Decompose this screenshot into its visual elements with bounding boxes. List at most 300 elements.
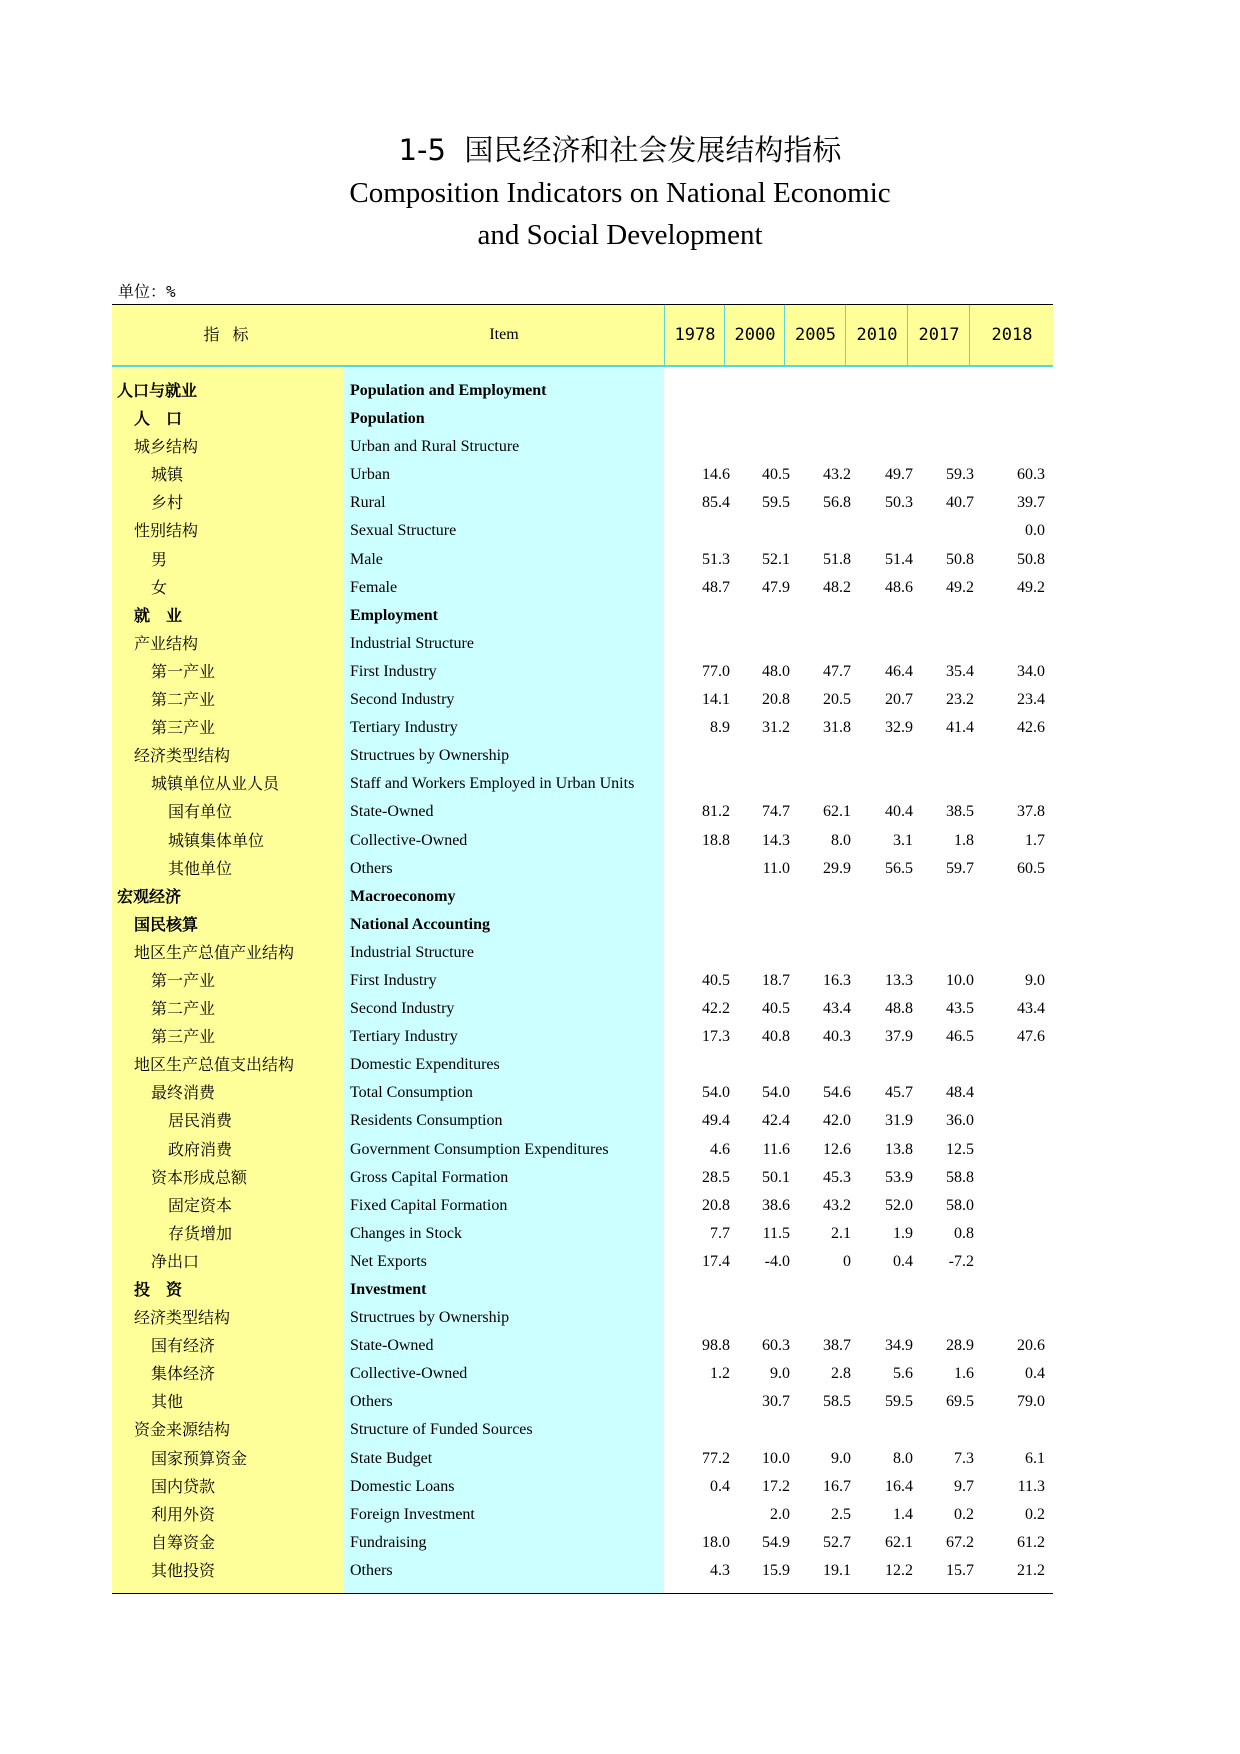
value-cell-2017	[914, 1051, 974, 1079]
value-cell-2005: 16.3	[823, 971, 851, 989]
header-year: 2005	[784, 305, 846, 365]
item-en: Industrial Structure	[350, 943, 474, 961]
table-row	[112, 546, 1053, 574]
item-en: Structrues by Ownership	[350, 1309, 510, 1327]
value-cell-2005: 52.7	[823, 1533, 851, 1551]
value-cell-2010	[853, 1051, 913, 1079]
value-cell-2017: 43.5	[946, 1000, 974, 1018]
value-cell-2018: 79.0	[1017, 1393, 1045, 1411]
item-en: Population and Employment	[350, 382, 547, 399]
value-cell-2005	[791, 1051, 851, 1079]
value-cell-2010	[853, 939, 913, 967]
title-english-line-1: Composition Indicators on National Economic	[349, 177, 891, 209]
value-cell-1978	[670, 602, 730, 630]
value-cell-2005: 20.5	[823, 691, 851, 709]
item-en: Total Consumption	[350, 1084, 473, 1102]
table-row	[112, 461, 1053, 489]
item-en: Government Consumption Expenditures	[350, 1140, 609, 1158]
value-cell-2000	[730, 1304, 790, 1332]
indicator-zh: 经济类型结构	[134, 746, 231, 766]
item-en: Collective-Owned	[350, 1365, 468, 1383]
value-cell-2005: 38.7	[823, 1337, 851, 1355]
value-cell-2005: 43.4	[823, 1000, 851, 1018]
value-cell-2010: 34.9	[885, 1337, 913, 1355]
value-cell-2010: 49.7	[885, 466, 913, 484]
indicator-zh: 人 口	[134, 409, 183, 429]
value-cell-1978: 28.5	[702, 1168, 730, 1186]
value-cell-2010	[853, 517, 913, 545]
item-en: Structure of Funded Sources	[350, 1421, 533, 1439]
value-cell-2000: 48.0	[762, 662, 790, 680]
table-row	[112, 433, 1053, 461]
value-cell-1978: 48.7	[702, 578, 730, 596]
indicator-zh: 产业结构	[134, 633, 199, 653]
page-title	[0, 128, 1240, 169]
value-cell-2005: 54.6	[823, 1084, 851, 1102]
item-en: Domestic Expenditures	[350, 1056, 500, 1074]
value-cell-2000	[730, 911, 790, 939]
indicator-zh: 第二产业	[151, 999, 216, 1019]
value-cell-2000: 50.1	[762, 1168, 790, 1186]
value-cell-2005	[791, 770, 851, 798]
table-row	[112, 686, 1053, 714]
value-cell-2017	[914, 1304, 974, 1332]
value-cell-2005: 62.1	[823, 803, 851, 821]
value-cell-1978: 98.8	[702, 1337, 730, 1355]
value-cell-2018	[985, 1276, 1045, 1304]
value-cell-2005: 47.7	[823, 662, 851, 680]
indicator-zh: 地区生产总值产业结构	[134, 942, 295, 962]
value-cell-2018: 60.3	[1017, 466, 1045, 484]
indicator-zh: 利用外资	[151, 1504, 216, 1524]
value-cell-2018: 39.7	[1017, 494, 1045, 512]
value-cell-2010: 53.9	[885, 1168, 913, 1186]
indicator-zh: 政府消费	[168, 1139, 233, 1159]
value-cell-2005	[791, 939, 851, 967]
value-cell-1978: 4.3	[710, 1561, 730, 1579]
value-cell-2010: 31.9	[885, 1112, 913, 1130]
value-cell-2010: 37.9	[885, 1028, 913, 1046]
table-row	[112, 1557, 1053, 1585]
indicator-zh: 性别结构	[134, 521, 199, 541]
item-en: Foreign Investment	[350, 1505, 475, 1523]
value-cell-2010: 40.4	[885, 803, 913, 821]
table-row	[112, 1332, 1053, 1360]
title-english-line-2: and Social Development	[477, 219, 763, 251]
value-cell-2018: 0.2	[1025, 1505, 1045, 1523]
value-cell-2010: 50.3	[885, 494, 913, 512]
value-cell-2018: 23.4	[1017, 691, 1045, 709]
value-cell-1978: 18.0	[702, 1533, 730, 1551]
value-cell-2018	[985, 1192, 1045, 1220]
value-cell-2018	[985, 1248, 1045, 1276]
indicator-zh: 集体经济	[151, 1364, 216, 1384]
value-cell-2005	[791, 911, 851, 939]
item-en: Tertiary Industry	[350, 719, 458, 737]
value-cell-1978: 20.8	[702, 1196, 730, 1214]
item-en: State Budget	[350, 1449, 433, 1467]
item-en: Rural	[350, 494, 386, 512]
value-cell-2010: 8.0	[893, 1449, 913, 1467]
item-en: Sexual Structure	[350, 522, 457, 540]
value-cell-2017	[914, 1276, 974, 1304]
table-row	[112, 658, 1053, 686]
value-cell-2005: 19.1	[823, 1561, 851, 1579]
indicator-zh: 城镇集体单位	[168, 830, 265, 850]
value-cell-2000	[730, 1276, 790, 1304]
table-row	[112, 377, 1053, 405]
indicator-zh: 第一产业	[151, 661, 216, 681]
value-cell-2005	[791, 1304, 851, 1332]
value-cell-2017: 23.2	[946, 691, 974, 709]
value-cell-2000: 9.0	[770, 1365, 790, 1383]
indicator-zh: 第一产业	[151, 970, 216, 990]
item-en: Urban and Rural Structure	[350, 438, 520, 456]
value-cell-2005: 12.6	[823, 1140, 851, 1158]
value-cell-1978	[670, 1304, 730, 1332]
value-cell-2000: 54.9	[762, 1533, 790, 1551]
value-cell-2010	[853, 630, 913, 658]
value-cell-2018	[985, 911, 1045, 939]
value-cell-2018	[985, 939, 1045, 967]
table-row	[112, 1473, 1053, 1501]
value-cell-2005: 2.5	[831, 1505, 851, 1523]
value-cell-1978: 18.8	[702, 831, 730, 849]
value-cell-2018: 1.7	[1025, 831, 1045, 849]
table-header	[112, 304, 1053, 367]
indicator-zh: 第三产业	[151, 718, 216, 738]
indicator-zh: 国内贷款	[151, 1476, 216, 1496]
indicator-zh: 宏观经济	[117, 886, 182, 906]
value-cell-2010: 13.8	[885, 1140, 913, 1158]
value-cell-2017: 69.5	[946, 1393, 974, 1411]
value-cell-1978	[670, 742, 730, 770]
header-year: 2018	[969, 305, 1054, 365]
value-cell-2018	[985, 1107, 1045, 1135]
value-cell-2000	[730, 517, 790, 545]
value-cell-1978	[670, 770, 730, 798]
item-en: Staff and Workers Employed in Urban Units	[350, 775, 635, 793]
table-row	[112, 1023, 1053, 1051]
indicator-zh: 最终消费	[151, 1083, 216, 1103]
item-en: National Accounting	[350, 915, 491, 933]
value-cell-2010	[853, 1276, 913, 1304]
value-cell-2000: 47.9	[762, 578, 790, 596]
indicator-zh: 资金来源结构	[134, 1420, 231, 1440]
value-cell-2017: 59.3	[946, 466, 974, 484]
table-row	[112, 855, 1053, 883]
value-cell-1978: 49.4	[702, 1112, 730, 1130]
header-year: 2017	[907, 305, 970, 365]
item-en: Urban	[350, 466, 390, 484]
value-cell-1978	[670, 883, 730, 911]
table-row	[112, 1107, 1053, 1135]
table-row	[112, 1416, 1053, 1444]
value-cell-2018	[985, 1220, 1045, 1248]
item-en: Others	[350, 1561, 393, 1579]
value-cell-1978	[670, 630, 730, 658]
value-cell-2018	[985, 742, 1045, 770]
item-en: Fixed Capital Formation	[350, 1196, 508, 1214]
indicator-zh: 女	[151, 577, 168, 597]
value-cell-2018	[985, 1136, 1045, 1164]
value-cell-2005: 45.3	[823, 1168, 851, 1186]
item-en: Others	[350, 1393, 393, 1411]
value-cell-2010: 12.2	[885, 1561, 913, 1579]
table-row	[112, 883, 1053, 911]
value-cell-2010	[853, 883, 913, 911]
value-cell-2000: 60.3	[762, 1337, 790, 1355]
value-cell-2000	[730, 433, 790, 461]
header-year: 2010	[845, 305, 908, 365]
indicator-zh: 地区生产总值支出结构	[134, 1055, 295, 1075]
value-cell-2017: 0.2	[954, 1505, 974, 1523]
table-row	[112, 489, 1053, 517]
value-cell-2017	[914, 517, 974, 545]
value-cell-2000: 38.6	[762, 1196, 790, 1214]
value-cell-1978: 51.3	[702, 550, 730, 568]
value-cell-2000	[730, 883, 790, 911]
value-cell-1978: 8.9	[710, 719, 730, 737]
value-cell-2010: 52.0	[885, 1196, 913, 1214]
indicator-zh: 存货增加	[168, 1223, 233, 1243]
value-cell-2000: 31.2	[762, 719, 790, 737]
table-body	[112, 367, 1053, 1593]
table-row	[112, 798, 1053, 826]
value-cell-2017: 58.8	[946, 1168, 974, 1186]
value-cell-2000: 40.5	[762, 1000, 790, 1018]
value-cell-2017	[914, 770, 974, 798]
table-row	[112, 1136, 1053, 1164]
table-row	[112, 1304, 1053, 1332]
value-cell-2018	[985, 1416, 1045, 1444]
item-en: Residents Consumption	[350, 1112, 503, 1130]
item-en: First Industry	[350, 662, 437, 680]
header-year: 2000	[724, 305, 785, 365]
table-row	[112, 1388, 1053, 1416]
item-en: Employment	[350, 606, 438, 624]
value-cell-2017: 46.5	[946, 1028, 974, 1046]
value-cell-2010: 13.3	[885, 971, 913, 989]
value-cell-2000: 20.8	[762, 691, 790, 709]
value-cell-2010	[853, 742, 913, 770]
value-cell-2005: 8.0	[831, 831, 851, 849]
value-cell-2017: 7.3	[954, 1449, 974, 1467]
table-row	[112, 770, 1053, 798]
value-cell-2005	[791, 433, 851, 461]
value-cell-2010: 51.4	[885, 550, 913, 568]
value-cell-2000	[730, 1051, 790, 1079]
value-cell-2018: 43.4	[1017, 1000, 1045, 1018]
value-cell-2000: 54.0	[762, 1084, 790, 1102]
value-cell-2018	[985, 1304, 1045, 1332]
value-cell-2010: 16.4	[885, 1477, 913, 1495]
value-cell-1978	[670, 855, 730, 883]
value-cell-2000	[730, 377, 790, 405]
value-cell-2010	[853, 1416, 913, 1444]
value-cell-2017: 38.5	[946, 803, 974, 821]
data-table	[112, 304, 1053, 1593]
value-cell-1978: 77.2	[702, 1449, 730, 1467]
title-chinese: 国民经济和社会发展结构指标	[464, 133, 842, 167]
value-cell-2000	[730, 742, 790, 770]
value-cell-2018	[985, 883, 1045, 911]
value-cell-1978	[670, 377, 730, 405]
indicator-zh: 城镇	[151, 465, 184, 485]
value-cell-1978	[670, 1276, 730, 1304]
value-cell-2000	[730, 1416, 790, 1444]
indicator-zh: 居民消费	[168, 1111, 233, 1131]
value-cell-2000: 59.5	[762, 494, 790, 512]
table-row	[112, 1079, 1053, 1107]
value-cell-2000: 42.4	[762, 1112, 790, 1130]
value-cell-2000: 10.0	[762, 1449, 790, 1467]
value-cell-2005	[791, 602, 851, 630]
value-cell-2018: 21.2	[1017, 1561, 1045, 1579]
value-cell-2000: 15.9	[762, 1561, 790, 1579]
unit-symbol: %	[166, 282, 176, 301]
indicator-zh: 投 资	[134, 1280, 183, 1299]
value-cell-2005: 29.9	[823, 859, 851, 877]
value-cell-2010: 32.9	[885, 719, 913, 737]
item-en: Male	[350, 550, 383, 568]
value-cell-2018	[985, 405, 1045, 433]
item-en: Macroeconomy	[350, 887, 456, 905]
item-en: Others	[350, 859, 393, 877]
value-cell-2010: 62.1	[885, 1533, 913, 1551]
value-cell-2005: 51.8	[823, 550, 851, 568]
value-cell-1978	[670, 939, 730, 967]
value-cell-2017: 49.2	[946, 578, 974, 596]
value-cell-1978: 77.0	[702, 662, 730, 680]
value-cell-1978: 14.6	[702, 466, 730, 484]
value-cell-2005	[791, 1416, 851, 1444]
value-cell-2018: 34.0	[1017, 662, 1045, 680]
value-cell-2000	[730, 405, 790, 433]
value-cell-2018	[985, 1051, 1045, 1079]
value-cell-1978	[670, 433, 730, 461]
value-cell-2005: 58.5	[823, 1393, 851, 1411]
value-cell-2017: 41.4	[946, 719, 974, 737]
item-en: Second Industry	[350, 691, 455, 709]
value-cell-2018: 11.3	[1017, 1477, 1045, 1495]
value-cell-2010	[853, 433, 913, 461]
table-row	[112, 574, 1053, 602]
value-cell-2017: 36.0	[946, 1112, 974, 1130]
value-cell-2000: 14.3	[762, 831, 790, 849]
value-cell-2010: 1.9	[893, 1224, 913, 1242]
value-cell-2010: 1.4	[893, 1505, 913, 1523]
value-cell-2000	[730, 630, 790, 658]
value-cell-2005	[791, 742, 851, 770]
indicator-zh: 第三产业	[151, 1027, 216, 1047]
table-row	[112, 1164, 1053, 1192]
value-cell-1978: 17.3	[702, 1028, 730, 1046]
value-cell-1978	[670, 1051, 730, 1079]
value-cell-2010: 20.7	[885, 691, 913, 709]
value-cell-2017: 58.0	[946, 1196, 974, 1214]
value-cell-1978	[670, 405, 730, 433]
item-en: Female	[350, 578, 398, 596]
value-cell-2010	[853, 602, 913, 630]
indicator-zh: 其他单位	[168, 858, 233, 878]
value-cell-2017: 67.2	[946, 1533, 974, 1551]
value-cell-2018	[985, 602, 1045, 630]
value-cell-2010: 46.4	[885, 662, 913, 680]
value-cell-2018: 0.0	[1025, 522, 1045, 540]
indicator-zh: 资本形成总额	[151, 1167, 248, 1187]
value-cell-2018: 50.8	[1017, 550, 1045, 568]
value-cell-2017	[914, 630, 974, 658]
indicator-zh: 人口与就业	[117, 381, 198, 400]
value-cell-2000	[730, 770, 790, 798]
value-cell-2017: -7.2	[948, 1252, 974, 1270]
header-indicator-zh: 指 标	[203, 325, 253, 344]
value-cell-2017	[914, 405, 974, 433]
table-row	[112, 1276, 1053, 1304]
value-cell-2018: 0.4	[1025, 1365, 1045, 1383]
value-cell-2010	[853, 377, 913, 405]
table-row	[112, 1529, 1053, 1557]
table-row	[112, 1360, 1053, 1388]
value-cell-2005: 42.0	[823, 1112, 851, 1130]
value-cell-2018	[985, 433, 1045, 461]
indicator-zh: 其他	[151, 1392, 184, 1412]
value-cell-2018: 61.2	[1017, 1533, 1045, 1551]
value-cell-2017: 10.0	[946, 971, 974, 989]
value-cell-2000: 2.0	[770, 1505, 790, 1523]
value-cell-2005	[791, 883, 851, 911]
value-cell-2018	[985, 770, 1045, 798]
value-cell-2005: 2.1	[831, 1224, 851, 1242]
indicator-zh: 净出口	[151, 1251, 200, 1271]
value-cell-2018	[985, 1079, 1045, 1107]
item-en: Second Industry	[350, 1000, 455, 1018]
value-cell-2017: 1.6	[954, 1365, 974, 1383]
value-cell-2018: 42.6	[1017, 719, 1045, 737]
value-cell-2010	[853, 911, 913, 939]
value-cell-2018: 6.1	[1025, 1449, 1045, 1467]
value-cell-2000: 11.0	[762, 859, 790, 877]
item-en: Industrial Structure	[350, 634, 474, 652]
value-cell-2017	[914, 433, 974, 461]
indicator-zh: 男	[151, 549, 168, 569]
value-cell-2000: -4.0	[764, 1252, 790, 1270]
value-cell-1978: 0.4	[710, 1477, 730, 1495]
value-cell-1978: 40.5	[702, 971, 730, 989]
value-cell-2018	[985, 377, 1045, 405]
table-row	[112, 742, 1053, 770]
table-number: 1-5	[398, 133, 446, 167]
table-row	[112, 1501, 1053, 1529]
indicator-zh: 城乡结构	[134, 437, 199, 457]
value-cell-2005: 2.8	[831, 1365, 851, 1383]
unit-label	[118, 279, 176, 302]
value-cell-2010	[853, 770, 913, 798]
value-cell-1978	[670, 1501, 730, 1529]
item-en: Domestic Loans	[350, 1477, 455, 1495]
table-row	[112, 1248, 1053, 1276]
value-cell-2010: 3.1	[893, 831, 913, 849]
value-cell-2017	[914, 602, 974, 630]
header-item-en: Item	[489, 326, 519, 343]
item-en: Net Exports	[350, 1252, 427, 1270]
value-cell-2017	[914, 377, 974, 405]
value-cell-2017: 40.7	[946, 494, 974, 512]
table-row	[112, 1051, 1053, 1079]
value-cell-2010: 0.4	[893, 1252, 913, 1270]
value-cell-2000: 40.5	[762, 466, 790, 484]
